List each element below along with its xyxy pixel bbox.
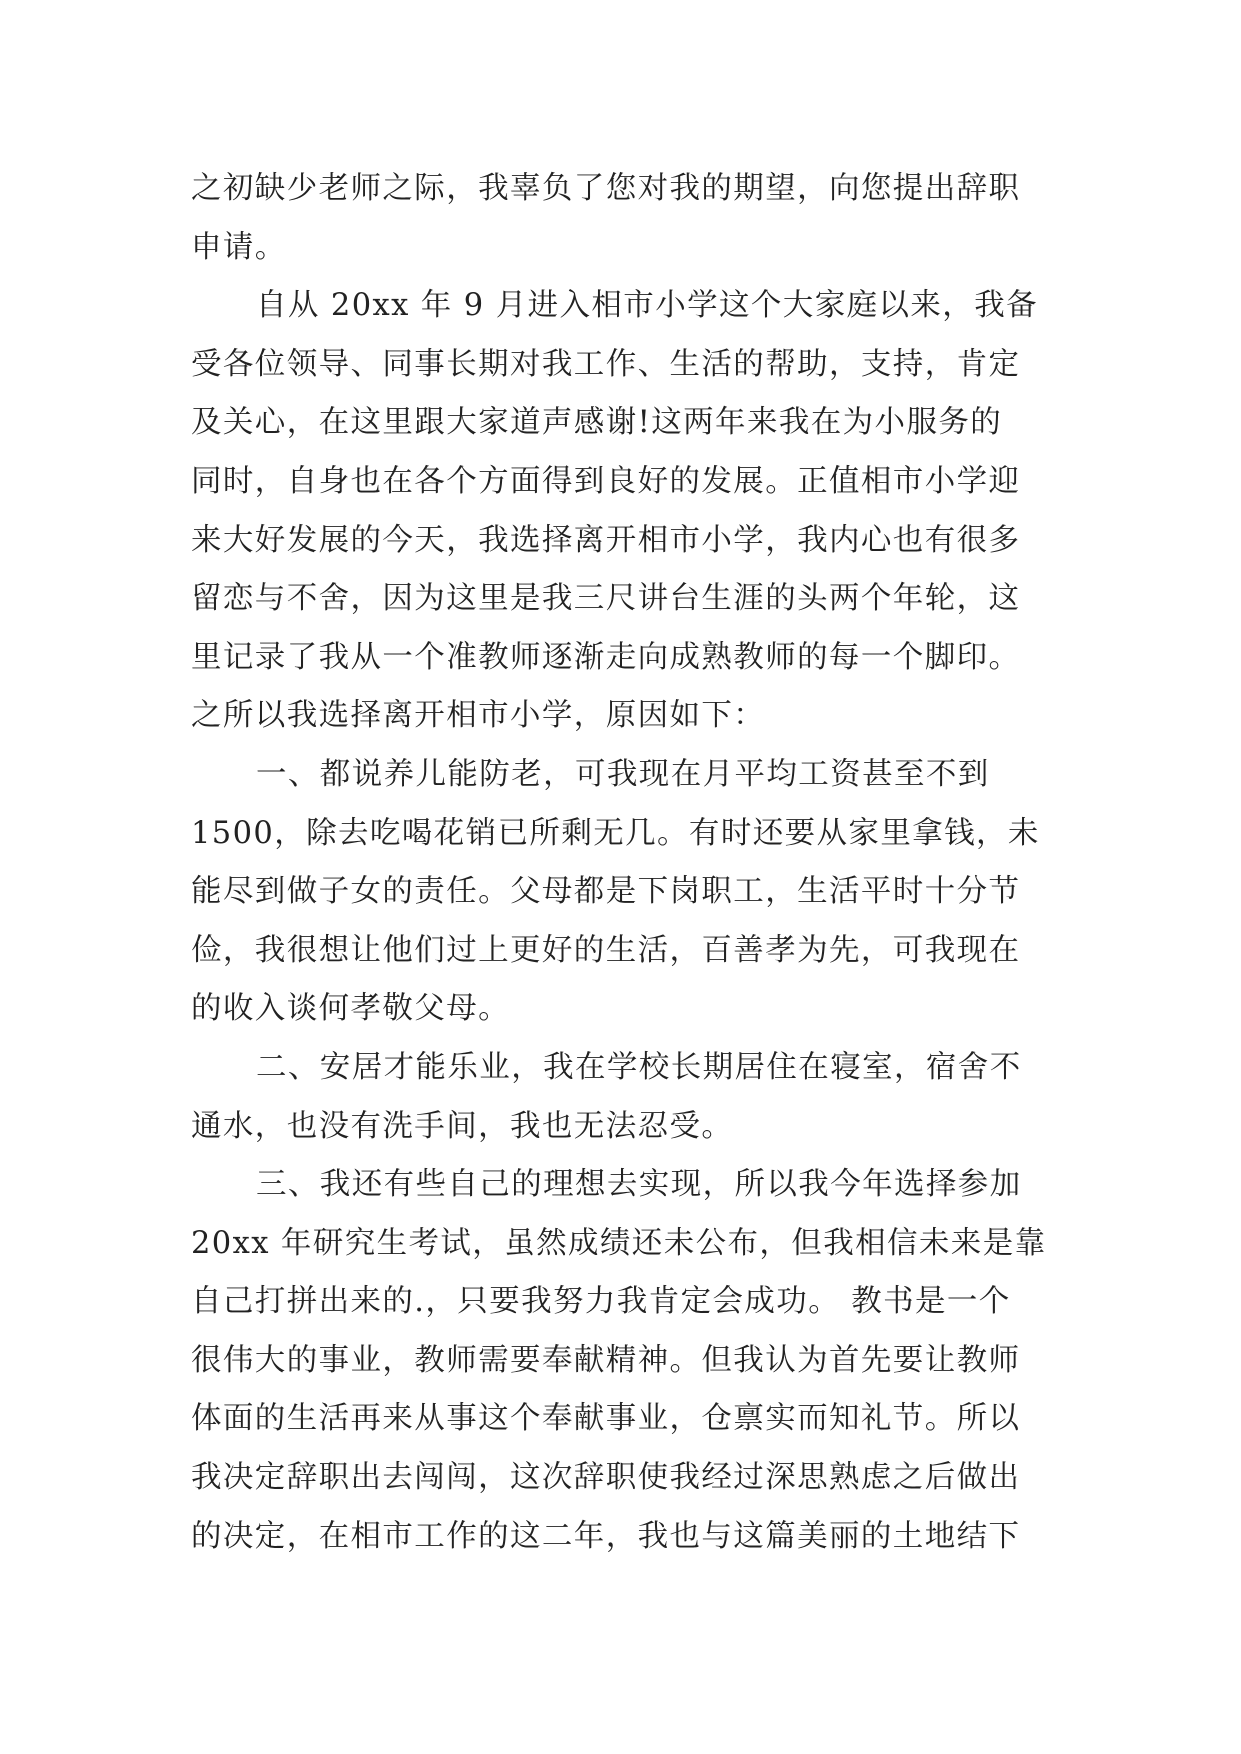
text-line: 的收入谈何孝敬父母。 [191, 991, 510, 1027]
text-line: 1500，除去吃喝花销已所剩无几。有时还要从家里拿钱，未 [191, 815, 1040, 851]
text-line: 的决定，在相市工作的这二年，我也与这篇美丽的土地结下 [191, 1518, 1021, 1554]
text-line: 三、我还有些自己的理想去实现，所以我今年选择参加 [256, 1167, 1022, 1203]
text-line: 俭，我很想让他们过上更好的生活，百善孝为先，可我现在 [191, 932, 1021, 968]
text-line: 留恋与不舍，因为这里是我三尺讲台生涯的头两个年轮，这 [191, 581, 1021, 617]
text-line: 自己打拼出来的.，只要我努力我肯定会成功。 教书是一个 [191, 1284, 1011, 1320]
body-text [191, 160, 1061, 1566]
text-line: 之所以我选择离开相市小学，原因如下： [191, 698, 766, 734]
text-line: 通水，也没有洗手间，我也无法忍受。 [191, 1108, 734, 1144]
text-line: 一、都说养儿能防老，可我现在月平均工资甚至不到 [256, 756, 990, 792]
text-line: 里记录了我从一个准教师逐渐走向成熟教师的每一个脚印。 [191, 639, 1021, 675]
text-line: 自从 20xx 年 9 月进入相市小学这个大家庭以来，我备 [256, 288, 1038, 324]
text-line: 申请。 [191, 229, 287, 265]
text-line: 及关心，在这里跟大家道声感谢!这两年来我在为小服务的 [191, 405, 1003, 441]
text-line: 我决定辞职出去闯闯，这次辞职使我经过深思熟虑之后做出 [191, 1460, 1021, 1496]
text-line: 二、安居才能乐业，我在学校长期居住在寝室，宿舍不 [256, 1049, 1022, 1085]
text-line: 来大好发展的今天，我选择离开相市小学，我内心也有很多 [191, 522, 1021, 558]
text-line: 20xx 年研究生考试，虽然成绩还未公布，但我相信未来是靠 [191, 1225, 1047, 1261]
text-line: 受各位领导、同事长期对我工作、生活的帮助，支持，肯定 [191, 346, 1021, 382]
text-line: 体面的生活再来从事这个奉献事业，仓禀实而知礼节。所以 [191, 1401, 1021, 1437]
text-line: 之初缺少老师之际，我辜负了您对我的期望，向您提出辞职 [191, 171, 1021, 206]
text-line: 同时，自身也在各个方面得到良好的发展。正值相市小学迎 [191, 463, 1021, 499]
text-line: 很伟大的事业，教师需要奉献精神。但我认为首先要让教师 [191, 1342, 1021, 1378]
text-line: 能尽到做子女的责任。父母都是下岗职工，生活平时十分节 [191, 874, 1021, 910]
